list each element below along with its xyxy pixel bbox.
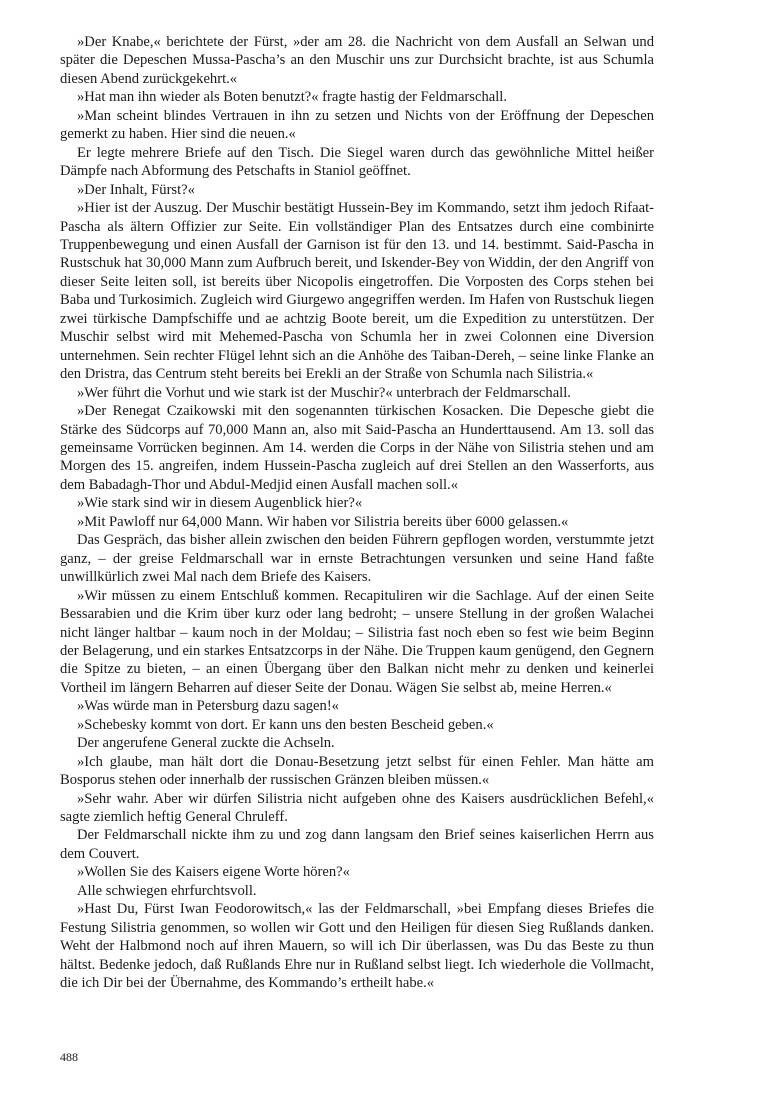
paragraph: »Schebesky kommt von dort. Er kann uns den besten Bescheid geben.« xyxy=(77,716,494,733)
paragraph: »Sehr wahr. Aber wir dürfen Silistria nicht aufgeben ohne des Kaisers ausdrücklichen Befehl,« sagte ziemlich heftig General Chruleff. xyxy=(60,790,654,826)
paragraph: »Wie stark sind wir in diesem Augenblick hier?« xyxy=(77,495,363,512)
paragraph: Der angerufene General zuckte die Achseln. xyxy=(77,735,335,752)
page-body xyxy=(60,33,654,993)
paragraph: »Was würde man in Petersburg dazu sagen!« xyxy=(77,698,339,715)
paragraph: »Mit Pawloff nur 64,000 Mann. Wir haben vor Silistria bereits über 6000 gelassen.« xyxy=(77,513,569,530)
paragraph: »Hat man ihn wieder als Boten benutzt?« fragte hastig der Feldmarschall. xyxy=(77,89,507,106)
paragraph: »Der Knabe,« berichtete der Fürst, »der am 28. die Nachricht von dem Ausfall an Selwan und später die Depeschen Mussa-Pascha’s an den Muschir uns zur Durchsicht brachte, ist aus Schumla diesen Abend zurückgekehrt.« xyxy=(60,34,654,87)
paragraph: »Der Inhalt, Fürst?« xyxy=(77,181,195,198)
paragraph: »Der Renegat Czaikowski mit den sogenannten türkischen Kosacken. Die Depesche giebt die Stärke des Südcorps auf 70,000 Mann an, also mit Said-Pascha an Hunderttausend. Am 13. soll das gemeinsame Vorrücken beginnen. Am 14. werden die Corps in der Nähe von Silistria stehen und am Morgen des 15. angreifen, indem Hussein-Pascha zugleich auf drei Stellen an den Wasserforts, aus dem Babadagh-Thor und Abdul-Medjid einen Ausfall machen soll.« xyxy=(60,403,654,493)
paragraph: »Man scheint blindes Vertrauen in ihn zu setzen und Nichts von der Eröffnung der Depeschen gemerkt zu haben. Hier sind die neuen.« xyxy=(60,107,654,143)
paragraph: Der Feldmarschall nickte ihm zu und zog dann langsam den Brief seines kaiserlichen Herrn aus dem Couvert. xyxy=(60,827,654,862)
paragraph: »Wollen Sie des Kaisers eigene Worte hören?« xyxy=(77,864,350,881)
paragraph: Das Gespräch, das bisher allein zwischen den beiden Führern gepflogen worden, verstummte jetzt ganz, – der greise Feldmarschall war in ernste Betrachtungen versunken und seine Hand faßte unwillkürlich zwei Mal nach dem Briefe des Kaisers. xyxy=(60,532,654,586)
paragraph: Alle schwiegen ehrfurchtsvoll. xyxy=(77,882,257,899)
paragraph: Er legte mehrere Briefe auf den Tisch. Die Siegel waren durch das gewöhnliche Mittel heißer Dämpfe nach Abformung des Petschafts in Staniol geöffnet. xyxy=(60,144,654,180)
paragraph: »Hast Du, Fürst Iwan Feodorowitsch,« las der Feldmarschall, »bei Empfang dieses Briefes die Festung Silistria genommen, so wollen wir Gott und den Heiligen für diesen Sieg Rußlands danken. Weht der Halbmond noch auf ihren Mauern, so will ich Dir überlassen, was Du das Beste zu thun hältst. Bedenke jedoch, daß Rußlands Ehre nur in Rußland selbst liegt. Ich wiederhole die Vollmacht, die ich Dir bei der Übernahme, des Kommando’s ertheilt habe.« xyxy=(60,901,654,992)
paragraph: »Hier ist der Auszug. Der Muschir bestätigt Hussein-Bey im Kommando, setzt ihm jedoch Rifaat-Pascha als ältern Offizier zur Seite. Ein vollständiger Plan des Entsatzes durch eine combinirte Truppenbewegung und einen Ausfall der Garnison ist für den 13. und 14. bestimmt. Said-Pascha in Rustschuk hat 30,000 Mann zum Aufbruch bereit, und Iskender-Bey von Widdin, der den Angriff von dieser Seite leiten soll, ist bereits über Nicopolis eingetroffen. Die Vorposten des Corps stehen bei Baba und Turkosimich. Zugleich wird Giurgewo angegriffen werden. Im Hafen von Rustschuk liegen zwei türkische Dampfschiffe und ae achtzig Boote bereit, um die Expedition zu unterstützen. Der Muschir selbst wird mit Mehemed-Pascha von Schumla her in zwei Colonnen eine Diversion unternehmen. Sein rechter Flügel lehnt sich an die Anhöhe des Taiban-Dereh, – seine linke Flanke an den Dristra, das Centrum steht bereits bei Erekli an der Straße von Schumla nach Silistria.« xyxy=(60,200,654,383)
paragraph: »Wer führt die Vorhut und wie stark ist der Muschir?« unterbrach der Feldmarschall. xyxy=(77,384,571,401)
paragraph: »Wir müssen zu einem Entschluß kommen. Recapituliren wir die Sachlage. Auf der einen Seite Bessarabien und die Krim über kurz oder lang bedroht; – unsere Stellung in der großen Walachei nicht länger haltbar – kaum noch in der Moldau; – Silistria fast noch eben so fest wie beim Beginn der Belagerung, und ein starkes Entsatzcorps in der Nähe. Die Truppen kaum genügend, den Gegnern die Spitze zu bieten, – an einen Übergang über den Balkan nicht mehr zu denken und keinerlei Vortheil im längern Beharren auf dieser Seite der Donau. Wägen Sie selbst ab, meine Herren.« xyxy=(60,587,654,696)
paragraph: »Ich glaube, man hält dort die Donau-Besetzung jetzt selbst für einen Fehler. Man hätte am Bosporus stehen oder innerhalb der russischen Gränzen bleiben müssen.« xyxy=(60,753,654,789)
page-number: 488 xyxy=(60,1050,78,1064)
